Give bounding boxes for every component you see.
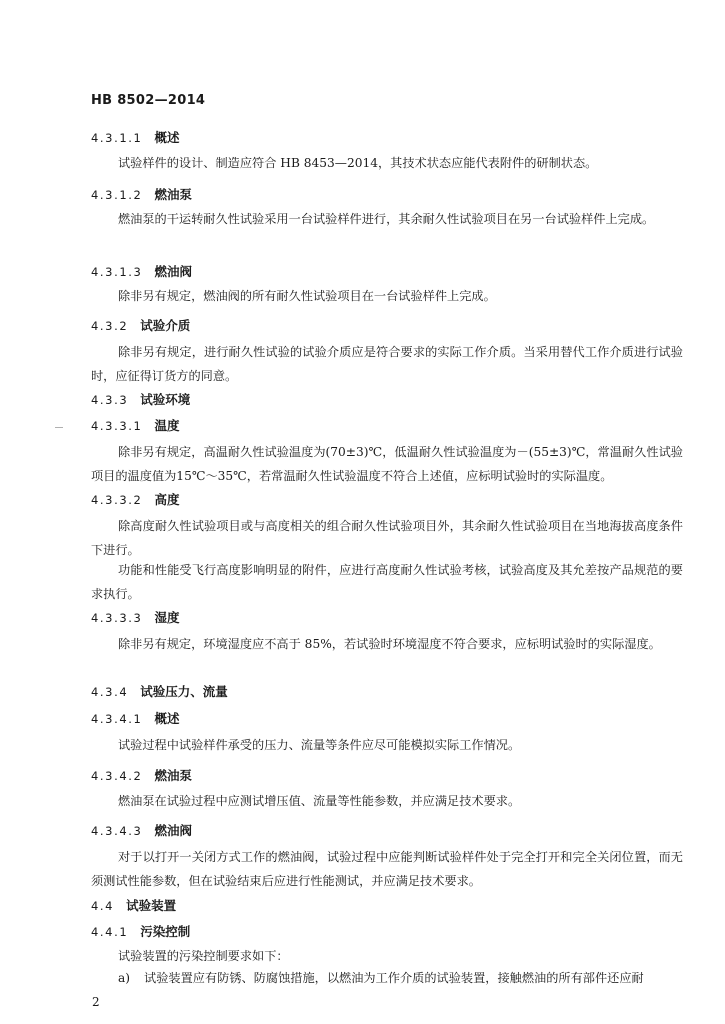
paragraph: 试验样件的设计、制造应符合 HB 8453—2014，其技术状态应能代表附件的研制状态。 xyxy=(118,156,598,170)
section-heading xyxy=(91,711,179,728)
section-heading xyxy=(91,187,192,204)
document-code: HB 8502—2014 xyxy=(91,93,206,108)
section-number: 4.3.4.1 xyxy=(91,712,143,726)
section-title: 燃油阀 xyxy=(154,264,192,279)
section-number: 4.3.1.1 xyxy=(91,131,143,145)
paragraph: 燃油泵在试验过程中应测试增压值、流量等性能参数，并应满足技术要求。 xyxy=(118,794,521,808)
section-heading xyxy=(91,610,179,627)
section-title: 燃油泵 xyxy=(154,768,192,783)
paragraph: 试验过程中试验样件承受的压力、流量等条件应尽可能模拟实际工作情况。 xyxy=(118,738,521,752)
section-heading xyxy=(91,492,179,509)
list-marker: a) xyxy=(118,971,131,985)
paragraph: 功能和性能受飞行高度影响明显的附件，应进行高度耐久性试验考核，试验高度及其允差按产品规范的要求执行。 xyxy=(91,563,683,601)
section-number: 4.3.4.2 xyxy=(91,769,143,783)
section-title: 概述 xyxy=(154,711,180,726)
section-number: 4.4.1 xyxy=(91,925,129,939)
section-title: 试验介质 xyxy=(140,318,191,333)
section-heading xyxy=(91,924,190,941)
section-title: 概述 xyxy=(154,130,180,145)
section-heading xyxy=(91,898,176,915)
section-title: 污染控制 xyxy=(140,924,191,939)
list-item xyxy=(118,966,683,990)
paragraph: 燃油泵的干运转耐久性试验采用一台试验样件进行，其余耐久性试验项目在另一台试验样件上完成。 xyxy=(118,212,655,226)
section-title: 燃油泵 xyxy=(154,187,192,202)
section-number: 4.4 xyxy=(91,899,115,913)
list-item-text: 试验装置应有防锈、防腐蚀措施，以燃油为工作介质的试验装置，接触燃油的所有部件还应耐 xyxy=(144,971,644,985)
section-heading xyxy=(91,823,192,840)
section-number: 4.3.3.1 xyxy=(91,419,143,433)
section-number: 4.3.1.3 xyxy=(91,265,143,279)
section-heading xyxy=(91,392,190,409)
section-heading xyxy=(91,318,190,335)
section-title: 高度 xyxy=(154,492,180,507)
section-heading xyxy=(91,418,179,435)
paragraph: 除非另有规定，燃油阀的所有耐久性试验项目在一台试验样件上完成。 xyxy=(118,289,496,303)
section-title: 试验装置 xyxy=(126,898,177,913)
section-title: 温度 xyxy=(154,418,180,433)
section-title: 燃油阀 xyxy=(154,823,192,838)
section-title: 湿度 xyxy=(154,610,180,625)
section-heading xyxy=(91,684,228,701)
page-number: 2 xyxy=(92,995,100,1009)
section-number: 4.3.4 xyxy=(91,685,129,699)
paragraph: 除非另有规定，进行耐久性试验的试验介质应是符合要求的实际工作介质。当采用替代工作介质进行试验时，应征得订货方的同意。 xyxy=(91,345,683,383)
paragraph: 对于以打开一关闭方式工作的燃油阀，试验过程中应能判断试验样件处于完全打开和完全关闭位置，而无须测试性能参数，但在试验结束后应进行性能测试，并应满足技术要求。 xyxy=(91,850,683,888)
section-heading xyxy=(91,264,192,281)
section-number: 4.3.3.3 xyxy=(91,611,143,625)
section-number: 4.3.3.2 xyxy=(91,493,143,507)
paragraph: 除高度耐久性试验项目或与高度相关的组合耐久性试验项目外，其余耐久性试验项目在当地海拔高度条件下进行。 xyxy=(91,519,683,557)
section-number: 4.3.3 xyxy=(91,393,129,407)
section-heading xyxy=(91,130,179,147)
section-heading xyxy=(91,768,192,785)
section-title: 试验压力、流量 xyxy=(140,684,228,699)
paragraph: 除非另有规定，高温耐久性试验温度为(70±3)℃，低温耐久性试验温度为－(55±3)℃，常温耐久性试验项目的温度值为15℃～35℃，若常温耐久性试验温度不符合上述值，应标明试验时的实际温度。 xyxy=(91,445,683,483)
paragraph: 除非另有规定，环境湿度应不高于 85%，若试验时环境湿度不符合要求，应标明试验时的实际湿度。 xyxy=(118,637,661,651)
section-title: 试验环境 xyxy=(140,392,191,407)
margin-mark xyxy=(55,427,63,428)
section-number: 4.3.2 xyxy=(91,319,129,333)
paragraph: 试验装置的污染控制要求如下： xyxy=(118,949,289,963)
section-number: 4.3.4.3 xyxy=(91,824,143,838)
section-number: 4.3.1.2 xyxy=(91,188,143,202)
